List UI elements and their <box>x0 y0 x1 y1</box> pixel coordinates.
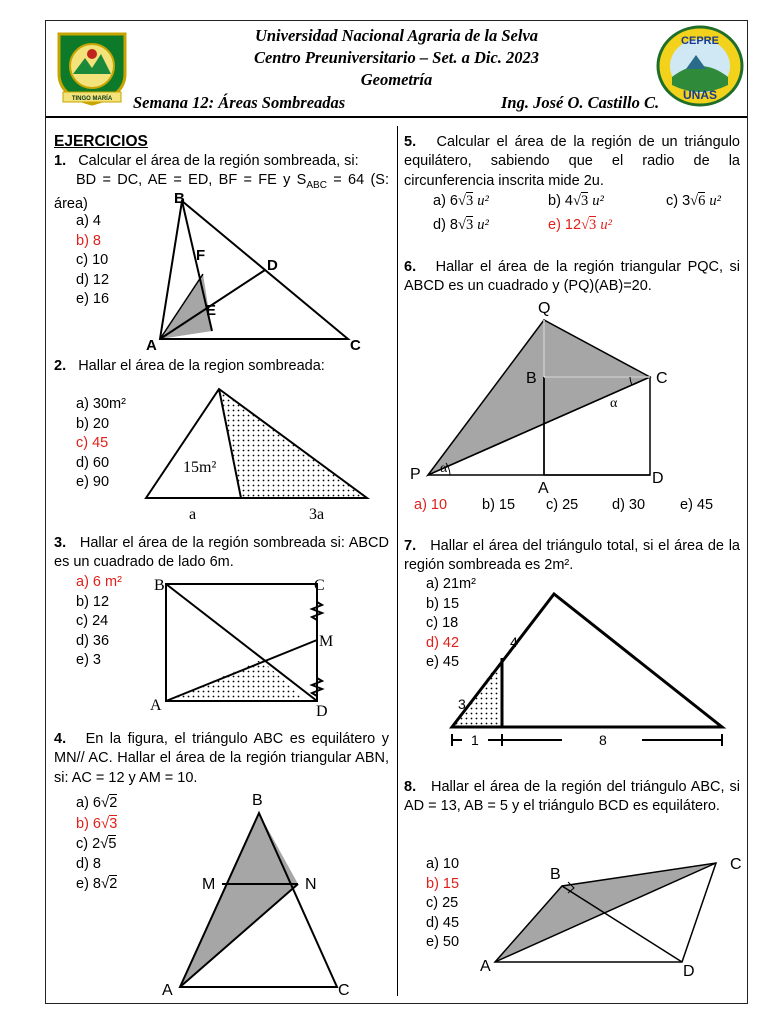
q5-option-d-unit: u² <box>477 217 489 233</box>
q7-text: Hallar el área del triángulo total, si el área de la región sombreada es 2m². <box>404 538 740 574</box>
q6-label-q: Q <box>538 300 551 317</box>
center-name: Centro Preuniversitario – Set. a Dic. 2023 <box>253 48 540 67</box>
q4-number: 4. <box>54 731 67 747</box>
cepre-logo <box>656 25 744 112</box>
q1-text-2a: BD = DC, AE = ED, BF = FE y S <box>76 172 307 189</box>
q3-label-a: A <box>150 697 162 714</box>
q1-label-b: B <box>174 191 185 207</box>
q7-option-answer[interactable]: d) 42 <box>426 634 460 651</box>
q4-option-a-radicand: 2 <box>109 795 118 811</box>
q6-option-answer[interactable]: a) 10 <box>414 497 448 513</box>
q4-label-b: B <box>252 792 263 809</box>
column-divider <box>397 126 398 996</box>
q1-text-2sub: ABC <box>306 180 327 192</box>
q5-option[interactable]: c) 3√6 u² <box>666 193 722 209</box>
q7-option[interactable]: b) 15 <box>426 595 460 612</box>
q1-text-1: Calcular el área de la región sombreada, si: <box>78 153 359 169</box>
university-name: Universidad Nacional Agraria de la Selva <box>254 26 539 45</box>
logo-unas-text: UNAS <box>682 88 718 102</box>
q4-statement <box>54 730 389 788</box>
q3-shaded-region <box>166 660 307 701</box>
q1-option-answer[interactable]: b) 8 <box>76 232 101 249</box>
q4-option-c-radicand: 5 <box>108 836 117 852</box>
q2-base-3a: 3a <box>309 506 325 523</box>
q2-number: 2. <box>54 358 67 374</box>
q8-number: 8. <box>404 779 417 795</box>
q6-text: Hallar el área de la región triangular PQC, si ABCD es un cuadrado y (PQ)(AB)=20. <box>404 259 741 295</box>
q8-label-a: A <box>480 958 491 975</box>
q4-option-d: d) 8 <box>76 855 101 872</box>
q7-figure <box>444 591 744 761</box>
q1-label-c: C <box>350 337 361 351</box>
q5-option-d-radicand: 3 <box>465 217 474 233</box>
q7-number: 7. <box>404 538 417 554</box>
q8-option[interactable]: a) 10 <box>426 856 460 872</box>
q2-option[interactable]: a) 30m² <box>76 396 126 412</box>
q4-option[interactable] <box>76 855 117 875</box>
q7-statement <box>404 537 740 576</box>
q6-figure <box>398 295 738 495</box>
q7-base-1: 1 <box>471 732 479 748</box>
q4-option-answer[interactable]: b) 6√3 <box>76 814 118 832</box>
q8-figure <box>476 831 746 981</box>
q6-label-b: B <box>526 370 537 387</box>
q1-option[interactable]: c) 10 <box>76 252 109 268</box>
q1-option[interactable]: d) 12 <box>76 271 110 288</box>
q5-option-c-radicand: 6 <box>698 193 706 209</box>
q6-option[interactable]: c) 25 <box>546 497 579 513</box>
q7-base-8: 8 <box>599 732 607 748</box>
q3-statement <box>54 534 389 573</box>
q6-label-d: D <box>652 470 664 487</box>
q1-option[interactable]: e) 16 <box>76 291 110 307</box>
q3-option-answer[interactable]: a) 6 m² <box>76 574 122 590</box>
q7-option[interactable]: e) 45 <box>426 654 460 670</box>
q8-option-answer[interactable]: b) 15 <box>426 875 460 892</box>
course-name: Geometría <box>360 70 433 89</box>
q5-option[interactable]: b) 4√3 u² <box>548 193 604 209</box>
q4-option-b: b) 6 <box>76 815 101 832</box>
q5-option-b-unit: u² <box>592 193 604 209</box>
q1-label-a: A <box>146 337 157 351</box>
q8-label-d: D <box>683 963 695 980</box>
q5-option[interactable]: a) 6√3 u² <box>433 193 489 209</box>
q2-option[interactable]: e) 90 <box>76 474 110 490</box>
logo-banner-text: TINGO MARÍA <box>71 96 113 102</box>
q4-option-e-radicand: 2 <box>109 876 118 892</box>
q2-base-a: a <box>189 506 197 523</box>
q5-option-e-radicand: 3 <box>589 217 597 233</box>
q5-option-a: a) 6 <box>433 193 458 209</box>
q5-option-a-unit: u² <box>477 193 489 209</box>
q6-option[interactable]: e) 45 <box>680 497 714 513</box>
q2-option[interactable]: b) 20 <box>76 415 110 432</box>
q4-option-b-radicand: 3 <box>109 815 118 832</box>
q2-area-label: 15m² <box>183 459 217 476</box>
q6-label-a: A <box>538 480 549 495</box>
q5-option-d: d) 8 <box>433 217 458 233</box>
q8-label-b: B <box>550 866 561 883</box>
q5-option-c-unit: u² <box>709 193 722 209</box>
q4-text: En la figura, el triángulo ABC es equilátero y MN// AC. Hallar el área de la región triangular ABN, si: AC = 12 y AM = 10. <box>54 731 389 786</box>
q8-text: Hallar el área de la región del triángulo ABC, si AD = 13, AB = 5 y el triángulo BCD es equilátero. <box>404 779 740 815</box>
q7-side-3: 3 <box>458 696 466 712</box>
q3-figure <box>146 574 346 724</box>
q2-statement <box>54 357 389 376</box>
header-title-block <box>46 25 747 91</box>
q4-label-a: A <box>162 982 173 999</box>
q3-option[interactable]: d) 36 <box>76 632 110 649</box>
q5-option-e: e) 12 <box>548 217 582 233</box>
q3-label-b: B <box>154 577 165 594</box>
q8-label-c: C <box>730 856 742 873</box>
q2-figure <box>141 383 381 523</box>
q4-option[interactable]: a) 6√2 <box>76 794 118 811</box>
q4-label-c: C <box>338 982 350 999</box>
q2-option[interactable]: d) 60 <box>76 454 110 471</box>
q1-label-f: F <box>196 247 206 264</box>
q8-option[interactable]: d) 45 <box>426 914 460 931</box>
q4-label-m: M <box>202 876 216 893</box>
q2-text: Hallar el área de la region sombreada: <box>78 358 325 374</box>
q8-diagonal-ac <box>495 863 716 962</box>
q4-option-c: c) 2 <box>76 836 101 852</box>
q5-option-b: b) 4 <box>548 193 573 209</box>
logo-cepre-text: CEPRE <box>681 35 719 47</box>
q6-option[interactable]: d) 30 <box>612 497 646 513</box>
q3-text: Hallar el área de la región sombreada si: ABCD es un cuadrado de lado 6m. <box>54 535 389 571</box>
q4-label-n: N <box>305 876 317 893</box>
q5-number: 5. <box>404 134 417 150</box>
q5-statement <box>404 133 740 191</box>
q6-label-c: C <box>656 370 668 387</box>
q4-options <box>76 793 117 895</box>
q3-option[interactable]: c) 24 <box>76 613 109 629</box>
q1-text-2b: = 64 (S: área) <box>54 172 389 213</box>
q1-label-e: E <box>206 302 217 319</box>
q4-figure <box>160 789 390 1001</box>
q5-option[interactable]: d) 8√3 u² <box>433 217 489 233</box>
q8-option[interactable]: c) 25 <box>426 895 459 911</box>
q4-option[interactable]: e) 8√2 <box>76 875 118 892</box>
week-title: Semana 12: Áreas Sombreadas <box>133 93 346 112</box>
q3-options <box>76 573 122 671</box>
q3-label-c: C <box>314 577 325 594</box>
q2-options <box>76 395 126 493</box>
q4-option-a: a) 6 <box>76 795 101 811</box>
q3-option[interactable]: e) 3 <box>76 652 101 668</box>
q5-option-e-unit: u² <box>600 217 612 233</box>
q8-option[interactable]: e) 50 <box>426 934 460 950</box>
q7-option[interactable]: c) 18 <box>426 615 459 631</box>
q5-option-c: c) 3 <box>666 193 691 209</box>
q4-option-e: e) 8 <box>76 876 101 892</box>
q7-option[interactable]: a) 21m² <box>426 576 476 592</box>
q6-label-p: P <box>410 466 421 483</box>
q6-option[interactable]: b) 15 <box>482 497 516 513</box>
header <box>46 21 747 121</box>
q6-label-alpha-c: α <box>610 396 618 411</box>
q6-number: 6. <box>404 259 417 275</box>
q5-text: Calcular el área de la región de un triángulo equilátero, sabiendo que el radio de la circunferencia inscrita mide 2u. <box>404 134 740 189</box>
q3-option[interactable]: b) 12 <box>76 593 110 610</box>
q1-number: 1. <box>54 153 67 169</box>
q7-side-4: 4 <box>510 634 518 650</box>
q1-label-d: D <box>267 257 278 274</box>
q5-option-answer[interactable]: e) 12√3 u² <box>548 217 612 233</box>
q5-option-b-radicand: 3 <box>580 193 589 209</box>
q6-label-alpha-p: α <box>440 461 448 476</box>
teacher-name: Ing. José O. Castillo C. <box>501 93 660 112</box>
q1-options <box>76 212 109 310</box>
worksheet-page <box>45 20 748 1004</box>
q2-option-answer[interactable]: c) 45 <box>76 435 109 451</box>
q1-figure <box>144 191 374 351</box>
q8-options <box>426 855 459 953</box>
q6-statement <box>404 258 740 297</box>
q3-number: 3. <box>54 535 67 551</box>
q3-label-m: M <box>319 633 334 650</box>
section-title: EJERCICIOS <box>54 133 148 150</box>
header-rule <box>46 116 747 118</box>
q8-statement <box>404 778 740 817</box>
q4-option[interactable]: c) 2√5 <box>76 835 117 852</box>
q5-option-a-radicand: 3 <box>465 193 474 209</box>
q3-label-d: D <box>316 703 328 720</box>
q1-option[interactable]: a) 4 <box>76 213 101 229</box>
